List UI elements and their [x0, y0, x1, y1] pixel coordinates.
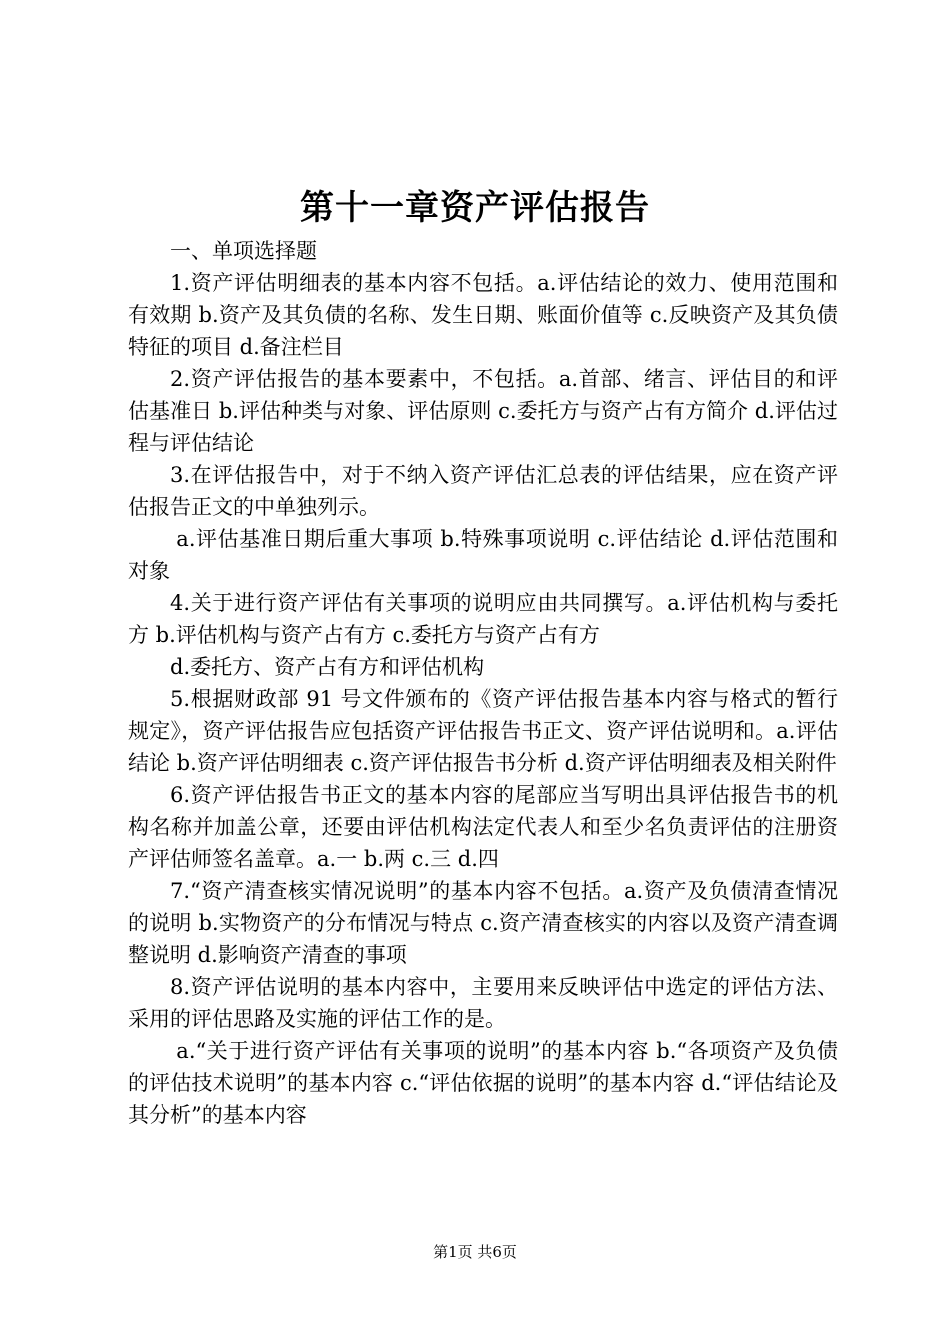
- question-1: 1.资产评估明细表的基本内容不包括。a.评估结论的效力、使用范围和有效期 b.资产及其负债的名称、发生日期、账面价值等 c.反映资产及其负债特征的项目 d.备注栏目: [128, 271, 838, 359]
- question-2: 2.资产评估报告的基本要素中，不包括。a.首部、绪言、评估目的和评估基准日 b.评估种类与对象、评估原则 c.委托方与资产占有方简介 d.评估过程与评估结论: [128, 367, 838, 455]
- question-3: 3.在评估报告中，对于不纳入资产评估汇总表的评估结果，应在资产评估报告正文的中单独列示。: [128, 463, 838, 519]
- question-7: 7.“资产清查核实情况说明”的基本内容不包括。a.资产及负债清查情况的说明 b.实物资产的分布情况与特点 c.资产清查核实的内容以及资产清查调整说明 d.影响资产清查的事项: [128, 879, 838, 967]
- section-heading: 一、单项选择题: [170, 239, 317, 263]
- question-3-options: a.评估基准日期后重大事项 b.特殊事项说明 c.评估结论 d.评估范围和对象: [128, 527, 838, 583]
- document-body: [128, 235, 838, 1131]
- question-6: 6.资产评估报告书正文的基本内容的尾部应当写明出具评估报告书的机构名称并加盖公章，还要由评估机构法定代表人和至少名负责评估的注册资产评估师签名盖章。a.一 b.两 c.三 d.四: [128, 783, 838, 871]
- question-4-options: d.委托方、资产占有方和评估机构: [170, 655, 485, 679]
- page-footer: 第1页 共6页: [433, 1243, 517, 1261]
- question-4: 4.关于进行资产评估有关事项的说明应由共同撰写。a.评估机构与委托方 b.评估机构与资产占有方 c.委托方与资产占有方: [128, 591, 838, 647]
- question-8-options: a.“关于进行资产评估有关事项的说明”的基本内容 b.“各项资产及负债的评估技术说明”的基本内容 c.“评估依据的说明”的基本内容 d.“评估结论及其分析”的基本内容: [128, 1039, 838, 1127]
- question-5: 5.根据财政部 91 号文件颁布的《资产评估报告基本内容与格式的暂行规定》，资产评估报告应包括资产评估报告书正文、资产评估说明和。a.评估结论 b.资产评估明细表 c.资产评估报告书分析 d.资产评估明细表及相关附件: [128, 687, 838, 775]
- document-title: 第十一章资产评估报告: [300, 188, 650, 228]
- question-8: 8.资产评估说明的基本内容中，主要用来反映评估中选定的评估方法、采用的评估思路及实施的评估工作的是。: [128, 975, 838, 1031]
